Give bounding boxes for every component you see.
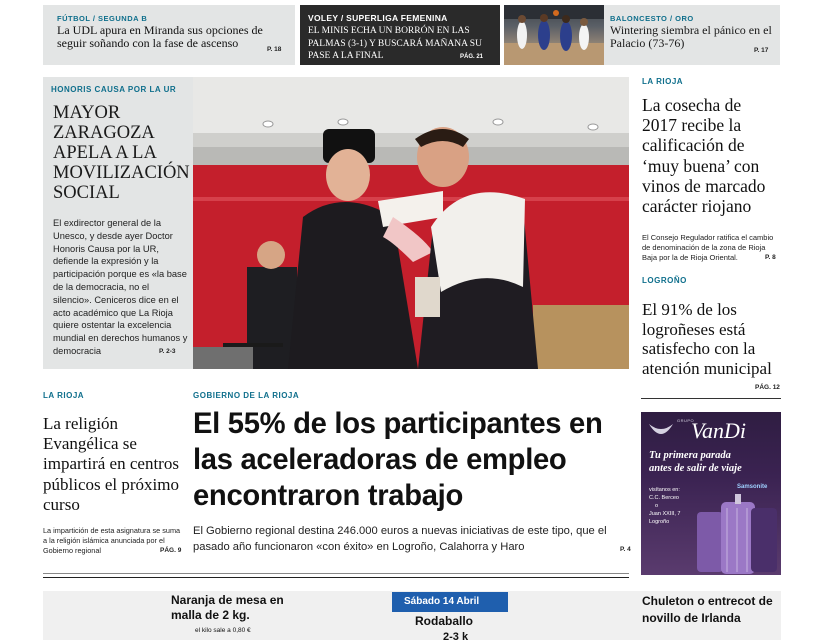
vandi-address-or: o: [655, 503, 659, 509]
story-page: PÁG. 12: [755, 384, 780, 391]
story-body: La impartición de esta asignatura se suma a la religión islámica anunciada por el Gobierno regional: [43, 526, 181, 555]
lead-photo: [193, 77, 629, 369]
story-section: LA RIOJA: [642, 77, 684, 86]
vandi-tagline-1: Tu primera parada: [649, 450, 731, 461]
vandi-brand-prefix: GRUPO: [677, 418, 695, 423]
story-headline: El 91% de los logroñeses está satisfecho con la atención municipal: [642, 300, 772, 378]
main-page: P. 4: [620, 546, 631, 553]
top-teaser-football[interactable]: [43, 5, 295, 65]
page-divider: [43, 577, 629, 578]
main-body: El Gobierno regional destina 246.000 euros a nuevas iniciativas de este tipo, que el pasado año funcionaron «con éxito» en Logroño, Calahorra y Haro: [193, 525, 607, 553]
top-teaser-voley[interactable]: [300, 5, 500, 65]
story-headline: La cosecha de 2017 recibe la calificación de ‘muy buena’ con vinos de marcado carácter riojano: [642, 95, 766, 217]
story-body: El Consejo Regulador ratifica el cambio de denominación de la zona de Rioja Baja por la de Rioja Oriental.: [642, 233, 774, 263]
vandi-tagline-2: antes de salir de viaje: [649, 463, 742, 474]
lead-body: El exdirector general de la Unesco, y desde ayer Doctor Honoris Causa por la UR, defiende la expresión y la participación porque es «la base de la democracia, no el silencio». Ceniceros dice en el acto académico que La Rioja quiere ostentar la excelencia mundial en derechos humanos y democracia: [53, 218, 188, 356]
teaser-section: VOLEY / SUPERLIGA FEMENINA: [308, 13, 448, 23]
offer-rodaballo-sub: 2-3 k: [443, 631, 469, 640]
lead-page: P. 2-3: [159, 348, 176, 355]
main-section: GOBIERNO DE LA RIOJA: [193, 391, 300, 400]
story-section: LA RIOJA: [43, 391, 85, 400]
vandi-address-1: C.C. Berceo: [649, 495, 679, 501]
story-section: LOGROÑO: [642, 276, 687, 285]
teaser-page: PÁG. 21: [460, 54, 484, 60]
right-story-cosecha[interactable]: [641, 77, 781, 265]
teaser-headline: La UDL apura en Miranda sus opciones de seguir soñando con la fase de ascenso: [57, 23, 263, 50]
right-divider: [641, 398, 781, 399]
vandi-city: Logroño: [649, 519, 670, 525]
teaser-page: P. 18: [267, 46, 282, 53]
vandi-brand: VanDi: [691, 418, 746, 443]
vandi-address-2: Juan XXIII, 7: [649, 511, 681, 517]
bottom-ad-strip[interactable]: [43, 591, 781, 640]
offer-rodaballo-title: Rodaballo: [415, 614, 474, 628]
top-teaser-basket[interactable]: [504, 5, 780, 65]
offer-naranja-sub: el kilo sale a 0,80 €: [195, 627, 251, 634]
samsonite-logo: Samsonite: [737, 484, 768, 490]
teaser-page: P. 17: [754, 47, 769, 54]
story-page: P. 8: [765, 254, 776, 261]
vandi-ad[interactable]: [641, 412, 781, 575]
date-badge-label: Sábado 14 Abril: [404, 596, 480, 607]
page-divider-short: [43, 573, 629, 574]
vandi-address-intro: visítanos en:: [649, 487, 680, 493]
basketball-photo: [504, 5, 604, 65]
lead-section: HONORIS CAUSA POR LA UR: [51, 85, 177, 94]
lead-story-panel[interactable]: [43, 77, 193, 369]
left-story-religion[interactable]: [43, 389, 185, 559]
story-headline: La religión Evangélica se impartirá en centros públicos el próximo curso: [43, 414, 179, 514]
main-story[interactable]: [193, 389, 631, 561]
date-badge: [392, 592, 508, 612]
suitcase-icon: [691, 494, 781, 574]
story-page: PÁG. 9: [160, 547, 182, 554]
teaser-section: FÚTBOL / SEGUNDA B: [57, 14, 148, 23]
teaser-headline: EL MINIS ECHA UN BORRÓN EN LAS PALMAS (3-1) Y BUSCARÁ MAÑANA SU PASE A LA FINAL: [308, 26, 482, 61]
offer-naranja-title: Naranja de mesa en malla de 2 kg.: [171, 593, 284, 622]
lead-headline: MAYOR ZARAGOZA APELA A LA MOVILIZACIÓN SOCIAL: [53, 103, 190, 203]
teaser-section: BALONCESTO / ORO: [610, 14, 694, 23]
vandi-logo-icon: [647, 420, 675, 442]
right-story-logrono[interactable]: [641, 276, 781, 396]
teaser-headline: Wintering siembra el pánico en el Palacio (73-76): [610, 23, 772, 50]
offer-chuleton-title: Chuleton o entrecot de novillo de Irlanda: [642, 594, 773, 625]
main-headline: El 55% de los participantes en las aceleradoras de empleo encontraron trabajo: [193, 408, 603, 512]
